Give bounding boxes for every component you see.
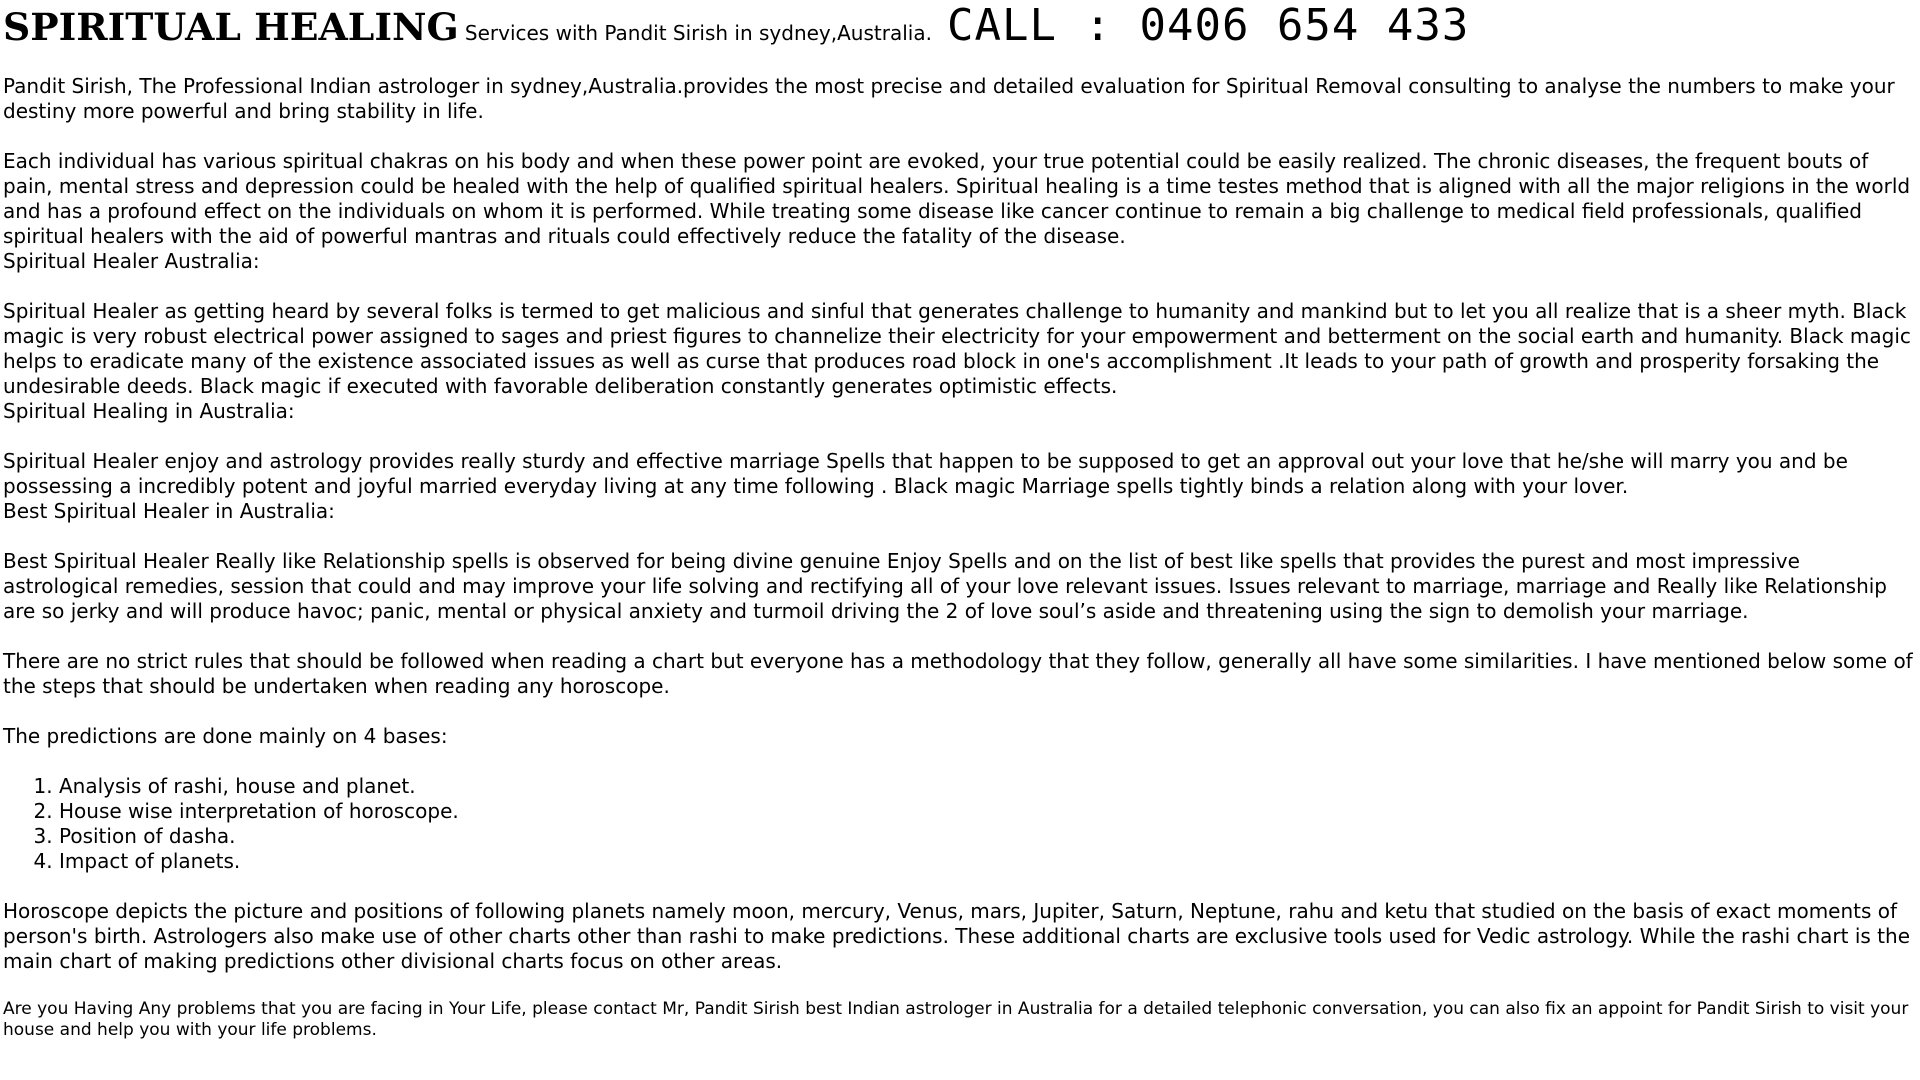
header-subtitle: Services with Pandit Sirish in sydney,Australia.	[464, 21, 932, 45]
page-header	[3, 0, 1917, 51]
section-chakras	[3, 149, 1917, 274]
section-body: Each individual has various spiritual chakras on his body and when these power point are evoked, your true potential could be easily realized. The chronic diseases, the frequent bouts of pain, mental stress and depression could be healed with the help of qualified spiritual healers. Spiritual healing is a time testes method that is aligned with all the major religions in the world and has a profound effect on the individuals on whom it is performed. While treating some disease like cancer continue to remain a big challenge to medical field professionals, qualified spiritual healers with the aid of powerful mantras and rituals could effectively reduce the fatality of the disease.	[3, 149, 1911, 248]
section-heading: Spiritual Healing in Australia:	[3, 399, 295, 423]
section-heading: Spiritual Healer Australia:	[3, 249, 260, 273]
phone-number: CALL : 0406 654 433	[947, 0, 1470, 51]
list-item: 1. Analysis of rashi, house and planet.	[59, 774, 1917, 799]
section-body: Spiritual Healer as getting heard by several folks is termed to get malicious and sinful that generates challenge to humanity and mankind but to let you all realize that is a sheer myth. Black magic is very robust electrical power assigned to sages and priest figures to channelize their electricity for your empowerment and betterment on the social earth and humanity. Black magic helps to eradicate many of the existence associated issues as well as curse that produces road block in one's accomplishment .It leads to your path of growth and prosperity forsaking the undesirable deeds. Black magic if executed with favorable deliberation constantly generates optimistic effects.	[3, 299, 1911, 398]
chart-paragraph: There are no strict rules that should be followed when reading a chart but everyone has a methodology that they follow, generally all have some similarities. I have mentioned below some of the steps that should be undertaken when reading any horoscope.	[3, 649, 1913, 698]
closing-contact-note: Are you Having Any problems that you are facing in Your Life, please contact Mr, Pandit Sirish best Indian astrologer in Australia for a detailed telephonic conversation, you can also fix an appoint for Pandit Sirish to visit your house and help you with your life problems.	[3, 999, 1909, 1040]
horoscope-paragraph: Horoscope depicts the picture and positions of following planets namely moon, mercury, Venus, mars, Jupiter, Saturn, Neptune, rahu and ketu that studied on the basis of exact moments of person's birth. Astrologers also make use of other charts other than rashi to make predictions. These additional charts are exclusive tools used for Vedic astrology. While the rashi chart is the main chart of making predictions other divisional charts focus on other areas.	[3, 899, 1911, 973]
list-item: 2. House wise interpretation of horoscope.	[59, 799, 1917, 824]
relationship-paragraph: Best Spiritual Healer Really like Relationship spells is observed for being divine genuine Enjoy Spells and on the list of best like spells that provides the purest and most impressive astrological remedies, session that could and may improve your life solving and rectifying all of your love relevant issues. Issues relevant to marriage, marriage and Really like Relationship are so jerky and will produce havoc; panic, mental or physical anxiety and turmoil driving the 2 of love soul’s aside and threatening using the sign to demolish your marriage.	[3, 549, 1888, 623]
main-content	[3, 74, 1917, 1041]
section-marriage-spells	[3, 449, 1917, 524]
section-body: Spiritual Healer enjoy and astrology provides really sturdy and effective marriage Spells that happen to be supposed to get an approval out your love that he/she will marry you and be possessing a incredibly potent and joyful married everyday living at any time following . Black magic Marriage spells tightly binds a relation along with your lover.	[3, 449, 1848, 498]
section-heading: Best Spiritual Healer in Australia:	[3, 499, 335, 523]
bases-intro: The predictions are done mainly on 4 bases:	[3, 724, 448, 748]
section-black-magic	[3, 299, 1917, 424]
list-item: 4. Impact of planets.	[59, 849, 1917, 874]
bases-list	[3, 774, 1917, 874]
intro-paragraph: Pandit Sirish, The Professional Indian astrologer in sydney,Australia.provides the most precise and detailed evaluation for Spiritual Removal consulting to analyse the numbers to make your destiny more powerful and bring stability in life.	[3, 74, 1895, 123]
list-item: 3. Position of dasha.	[59, 824, 1917, 849]
brand-title: SPIRITUAL HEALING	[3, 5, 459, 49]
